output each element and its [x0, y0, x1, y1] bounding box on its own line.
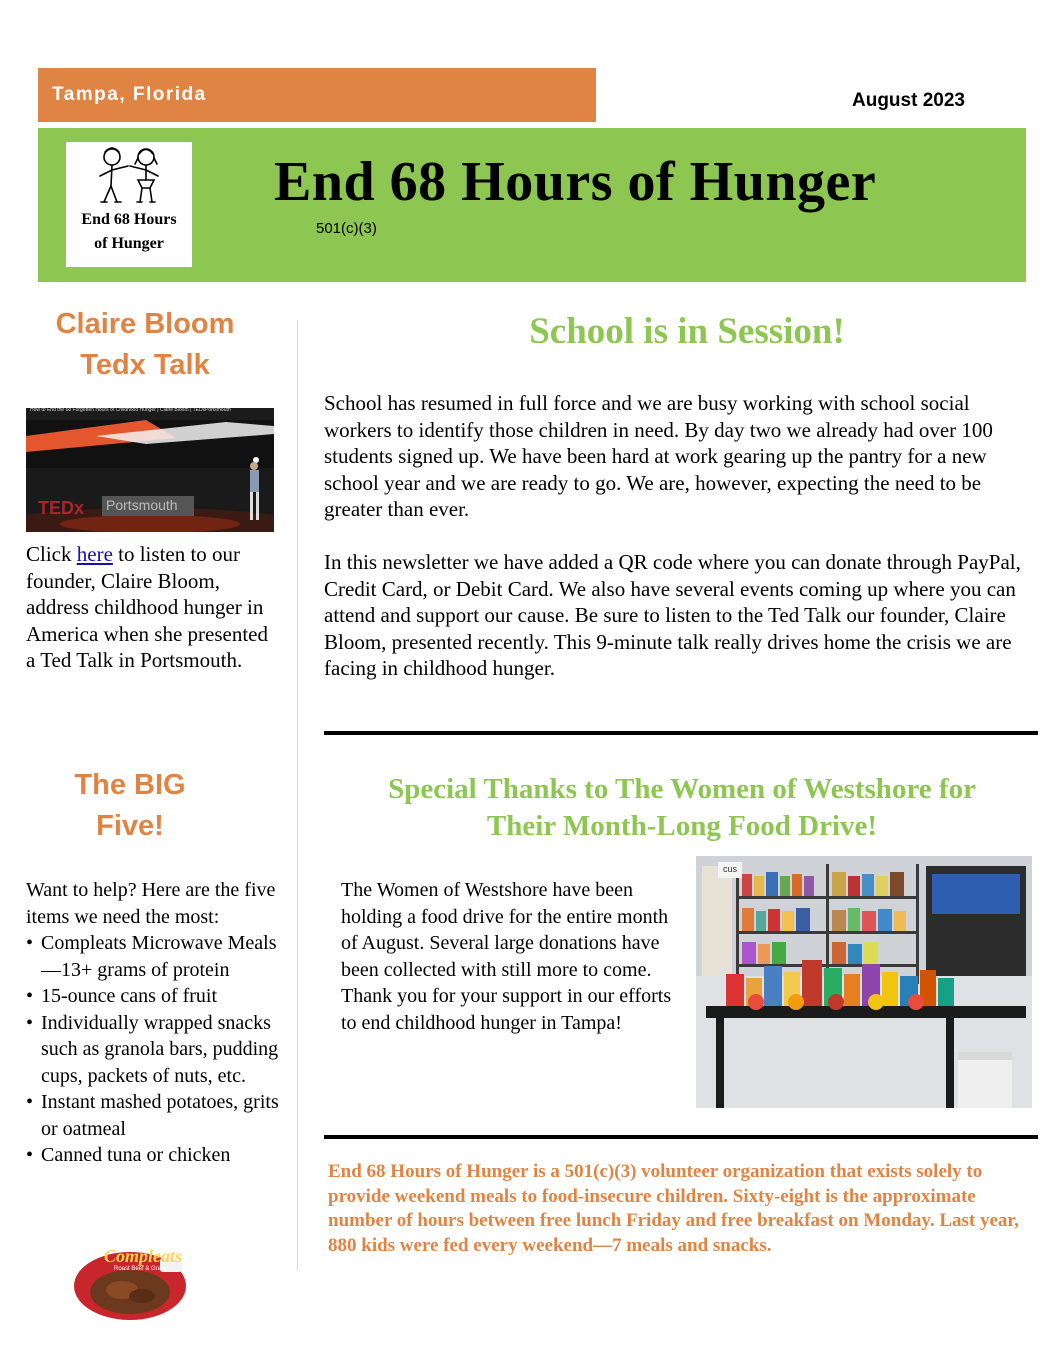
tedx-text-after-link: to listen to our founder, Claire Bloom, address childhood hunger in America when she presented a Ted Talk in Portsmouth.: [26, 542, 268, 672]
list-item: • Individually wrapped snacks such as granola bars, pudding cups, packets of nuts, etc.: [26, 1010, 286, 1090]
children-illustration-icon: [84, 146, 174, 208]
big-five-heading-line-1: The BIG: [74, 769, 186, 801]
location-banner: [38, 68, 596, 122]
section-divider: [324, 1135, 1038, 1139]
product-brand: Hormel: [73, 1242, 93, 1248]
tedx-description: [26, 541, 276, 674]
logo-wordmark: [66, 208, 192, 256]
pantry-scene: [696, 856, 1032, 1108]
big-five-intro: Want to help? Here are the five items we need the most:: [26, 879, 276, 928]
org-logo: [66, 142, 192, 267]
list-item: • Instant mashed potatoes, grits or oatmeal: [26, 1089, 286, 1142]
school-paragraph-1: School has resumed in full force and we are busy working with school social workers to identify those children in need. By day two we already had over 100 students signed up. We have been hard at work gearing up the pantry for a new school year and we are ready to go. We are, however, expecting the need to be greater than ever.: [324, 391, 993, 521]
big-five-heading: [30, 765, 230, 847]
logo-line-1: End 68 Hours: [81, 211, 177, 228]
food-drive-photo: [696, 856, 1032, 1108]
tedx-heading: [30, 304, 260, 386]
logo-line-2: of Hunger: [94, 235, 164, 252]
section-divider: [324, 731, 1038, 735]
compleats-product-image: [70, 1236, 192, 1323]
list-item: • 15-ounce cans of fruit: [26, 983, 286, 1010]
newsletter-title: End 68 Hours of Hunger: [274, 151, 877, 213]
thanks-paragraph: The Women of Westshore have been holding a food drive for the entire month of August. Several large donations have been collected with still more to come. Thank you for your support in our efforts to end childhood hunger in Tampa!: [341, 879, 672, 1034]
tedx-heading-line-2: Tedx Talk: [80, 349, 210, 381]
list-item: • Compleats Microwave Meals—13+ grams of protein: [26, 930, 286, 983]
location-text: Tampa, Florida: [52, 84, 207, 105]
tedx-brand: TEDx: [38, 498, 85, 518]
title-banner: [38, 128, 1026, 282]
box-label: cus: [723, 864, 738, 874]
video-caption: How to End the 68 Forgotten Hours of Childhood Hunger | Claire Bloom | TEDxPortsmouth: [30, 408, 231, 413]
needed-items-list: [26, 930, 286, 1169]
product-name: Compleats: [104, 1246, 183, 1266]
mission-statement: End 68 Hours of Hunger is a 501(c)(3) volunteer organization that exists solely to provide weekend meals to food-insecure children. Sixty-eight is the approximate number of hours between free lunch Friday and free breakfast on Monday. Last year, 880 kids were fed every weekend—7 meals and snacks.: [328, 1161, 1019, 1256]
issue-date: August 2023: [852, 90, 965, 111]
tedx-heading-line-1: Claire Bloom: [55, 308, 235, 340]
tedx-city: Portsmouth: [106, 497, 178, 513]
school-paragraph-2: In this newsletter we have added a QR code where you can donate through PayPal, Credit Card, or Debit Card. We also have several events coming up where you can attend and support our cause. Be sure to listen to the Ted Talk our founder, Claire Bloom, presented recently. This 9-minute talk really drives home the crisis we are facing in childhood hunger.: [324, 550, 1021, 680]
column-divider: [297, 320, 298, 1270]
tedx-text-before-link: Click: [26, 542, 77, 566]
tax-status: 501(c)(3): [316, 220, 377, 237]
big-five-heading-line-2: Five!: [96, 810, 164, 842]
tedx-link[interactable]: here: [76, 542, 113, 566]
school-heading: School is in Session!: [529, 311, 845, 352]
thanks-heading-line-2: Their Month-Long Food Drive!: [486, 810, 878, 842]
tedx-video-thumbnail[interactable]: [26, 408, 274, 532]
thanks-heading-line-1: Special Thanks to The Women of Westshore for: [388, 773, 976, 805]
product-flavor: Roast Beef & Gravy: [114, 1266, 168, 1272]
list-item: • Canned tuna or chicken: [26, 1142, 286, 1169]
thanks-heading: [340, 771, 1024, 845]
